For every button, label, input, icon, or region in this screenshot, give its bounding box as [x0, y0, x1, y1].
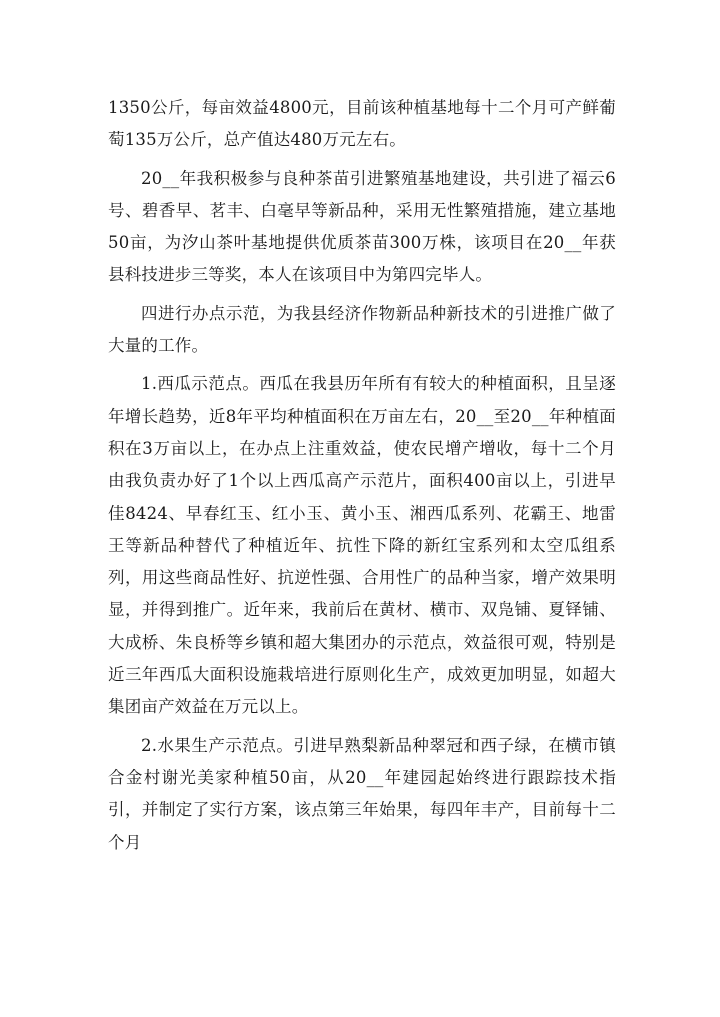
document-body: [108, 92, 616, 859]
paragraph-tea-seedling: 20__年我积极参与良种茶苗引进繁殖基地建设，共引进了福云6号、碧香早、茗丰、白毫早等新品种，采用无性繁殖措施，建立基地50亩，为汐山茶叶基地提供优质茶苗300万株，该项目在20__年获县科技进步三等奖，本人在该项目中为第四完毕人。: [108, 168, 616, 285]
paragraph-watermelon-demo: 1.西瓜示范点。西瓜在我县历年所有有较大的种植面积，且呈逐年增长趋势，近8年平均种植面积在万亩左右，20__至20__年种植面积在3万亩以上，在办点上注重效益，使农民增产增收，每十二个月由我负责办好了1个以上西瓜高产示范片，面积400亩以上，引进早佳8424、早春红玉、红小玉、黄小玉、湘西瓜系列、花霸王、地雷王等新品种替代了种植近年、抗性下降的新红宝系列和太空瓜组系列，用这些商品性好、抗逆性强、合用性广的品种当家，增产效果明显，并得到推广。近年来，我前后在黄材、横市、双凫铺、夏铎铺、大成桥、朱良桥等乡镇和超大集团办的示范点，效益很可观，特别是近三年西瓜大面积设施栽培进行原则化生产，成效更加明显，如超大集团亩产效益在万元以上。: [108, 374, 616, 717]
paragraph-demonstration-intro: 四进行办点示范，为我县经济作物新品种新技术的引进推广做了大量的工作。: [108, 303, 616, 356]
paragraph-grape-yield: 1350公斤，每亩效益4800元，目前该种植基地每十二个月可产鲜葡萄135万公斤，总产值达480万元左右。: [108, 98, 616, 150]
paragraph-fruit-demo: 2.水果生产示范点。引进早熟梨新品种翠冠和西子绿，在横市镇合金村谢光美家种植50亩，从20__年建园起始终进行跟踪技术指引，并制定了实行方案，该点第三年始果，每四年丰产，目前每十二个月: [108, 735, 616, 852]
